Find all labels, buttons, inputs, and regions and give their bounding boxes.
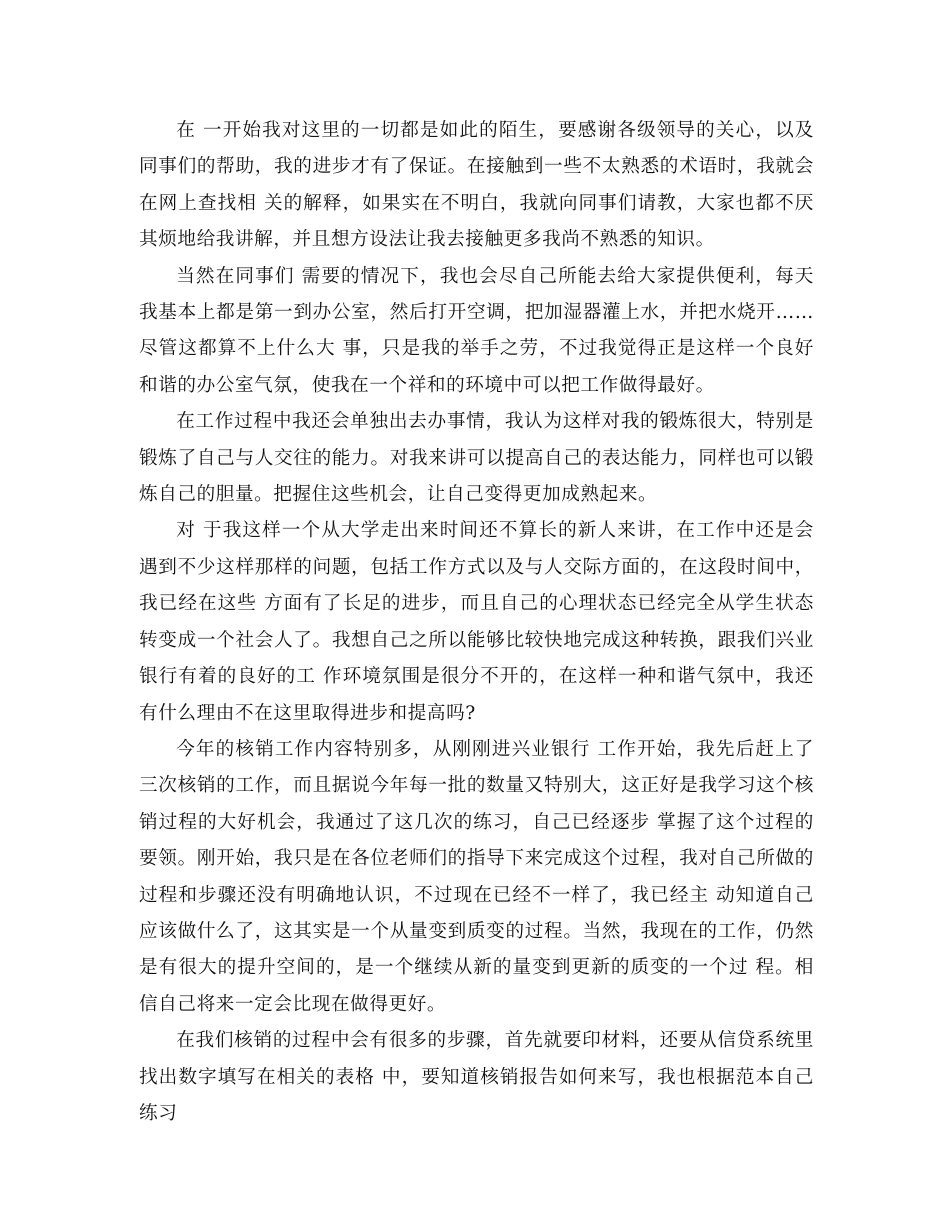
- paragraph-5: 今年的核销工作内容特别多，从刚刚进兴业银行 工作开始，我先后赶上了三次核销的工作，而且据说今年每一批的数量又特别大，这正好是我学习这个核销过程的大好机会，我通过了这几次的练习，自己已经逐步 掌握了这个过程的要领。刚开始，我只是在各位老师们的指导下来完成这个过程，我对自己所做的过程和步骤还没有明确地认识，不过现在已经不一样了，我已经主 动知道自己应该做什么了，这其实是一个从量变到质变的过程。当然，我现在的工作，仍然是有很大的提升空间的，是一个继续从新的量变到更新的质变的一个过 程。相信自己将来一定会比现在做得更好。: [139, 738, 814, 1015]
- paragraph-6: 在我们核销的过程中会有很多的步骤，首先就要印材料，还要从信贷系统里找出数字填写在相关的表格 中，要知道核销报告如何来写，我也根据范本自己练习: [139, 1030, 814, 1124]
- paragraph-2: 当然在同事们 需要的情况下，我也会尽自己所能去给大家提供便利，每天我基本上都是第一到办公室，然后打开空调，把加湿器灌上水，并把水烧开……尽管这都算不上什么大 事，只是我的举手之劳，不过我觉得正是这样一个良好和谐的办公室气氛，使我在一个祥和的环境中可以把工作做得最好。: [139, 265, 814, 396]
- paragraph-3: 在工作过程中我还会单独出去办事情，我认为这样对我的锻炼很大，特别是锻炼了自己与人交往的能力。对我来讲可以提高自己的表达能力，同样也可以锻炼自己的胆量。把握住这些机会，让自己变得更加成熟起来。: [139, 411, 814, 506]
- paragraph-4: 对 于我这样一个从大学走出来时间还不算长的新人来讲，在工作中还是会遇到不少这样那样的问题，包括工作方式以及与人交际方面的，在这段时间中，我已经在这些 方面有了长足的进步，而且自己的心理状态已经完全从学生状态转变成一个社会人了。我想自己之所以能够比较快地完成这种转换，跟我们兴业银行有着的良好的工 作环境氛围是很分不开的，在这样一种和谐气氛中，我还有什么理由不在这里取得进步和提高吗?: [139, 520, 814, 724]
- paragraph-1: 在 一开始我对这里的一切都是如此的陌生，要感谢各级领导的关心，以及同事们的帮助，我的进步才有了保证。在接触到一些不太熟悉的术语时，我就会在网上查找相 关的解释，如果实在不明白，我就向同事们请教，大家也都不厌其烦地给我讲解，并且想方设法让我去接触更多我尚不熟悉的知识。: [139, 120, 814, 251]
- document-body: [139, 113, 814, 1132]
